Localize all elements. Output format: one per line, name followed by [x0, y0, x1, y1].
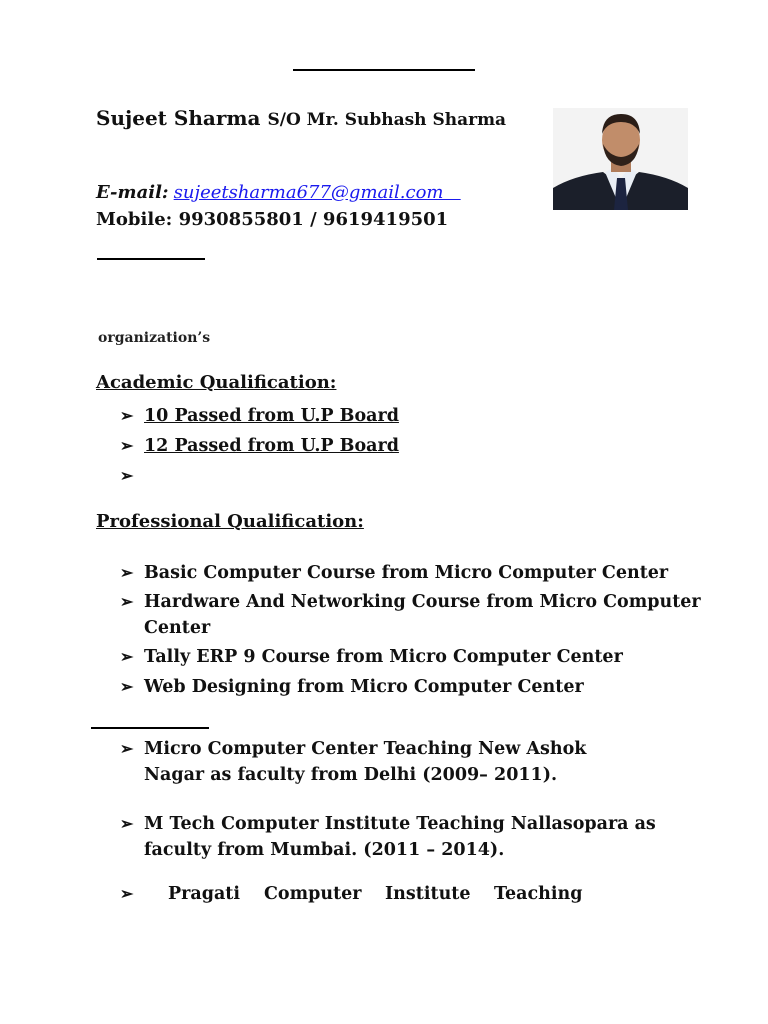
arrow-bullet-icon: ➢ [120, 884, 134, 903]
arrow-bullet-icon: ➢ [120, 466, 134, 485]
candidate-relation: S/O Mr. Subhash Sharma [267, 110, 507, 130]
arrow-bullet-icon: ➢ [120, 647, 134, 666]
candidate-name-line [96, 106, 506, 130]
arrow-bullet-icon: ➢ [120, 677, 134, 696]
experience-word: Institute [385, 884, 471, 904]
arrow-bullet-icon: ➢ [120, 406, 134, 425]
experience-line-2: faculty from Mumbai. (2011 – 2014). [144, 840, 505, 860]
academic-heading: Academic Qualification: [96, 372, 337, 393]
organization-fragment: organization’s [98, 330, 211, 346]
experience-word: Computer [264, 884, 362, 904]
candidate-name: Sujeet Sharma [96, 106, 261, 130]
experience-line-1: Micro Computer Center Teaching New Ashok [144, 739, 587, 759]
experience-word: Teaching [494, 884, 583, 904]
arrow-bullet-icon: ➢ [120, 592, 134, 611]
email-line [96, 182, 461, 203]
professional-item-text: Hardware And Networking Course from Micro Computer [144, 592, 701, 612]
experience-item [120, 736, 586, 788]
person-icon [553, 108, 688, 210]
professional-item [120, 674, 584, 700]
academic-item-text: 12 Passed from U.P Board [144, 436, 399, 456]
section-rule-1 [97, 258, 205, 260]
academic-item [120, 433, 399, 459]
section-rule-2 [91, 727, 209, 729]
arrow-bullet-icon: ➢ [120, 563, 134, 582]
email-label: E-mail: [96, 182, 169, 203]
mobile-number: 9930855801 / 9619419501 [178, 209, 449, 230]
experience-line-2: Nagar as faculty from Delhi (2009– 2011). [144, 765, 558, 785]
academic-item [120, 403, 399, 429]
professional-item-text-continued: Center [144, 618, 211, 638]
professional-item [120, 589, 701, 641]
professional-item [120, 644, 623, 670]
professional-item [120, 560, 668, 586]
arrow-bullet-icon: ➢ [120, 739, 134, 758]
arrow-bullet-icon: ➢ [120, 436, 134, 455]
professional-item-text: Tally ERP 9 Course from Micro Computer Center [144, 647, 623, 667]
email-link-trailing [443, 182, 460, 203]
professional-item-text: Web Designing from Micro Computer Center [144, 677, 584, 697]
experience-line-1: M Tech Computer Institute Teaching Nallasopara as [144, 814, 656, 834]
experience-word: Pragati [168, 884, 241, 904]
email-link[interactable]: sujeetsharma677@gmail.com [173, 182, 444, 203]
experience-item [120, 811, 656, 863]
profile-photo [553, 108, 688, 210]
mobile-line [96, 209, 448, 230]
mobile-label: Mobile: [96, 209, 173, 230]
professional-heading: Professional Qualification: [96, 511, 364, 532]
experience-item [120, 881, 590, 907]
arrow-bullet-icon: ➢ [120, 814, 134, 833]
professional-item-text: Basic Computer Course from Micro Computer Center [144, 563, 669, 583]
academic-item-empty [120, 463, 144, 489]
academic-item-text: 10 Passed from U.P Board [144, 406, 399, 426]
top-rule [293, 69, 475, 71]
